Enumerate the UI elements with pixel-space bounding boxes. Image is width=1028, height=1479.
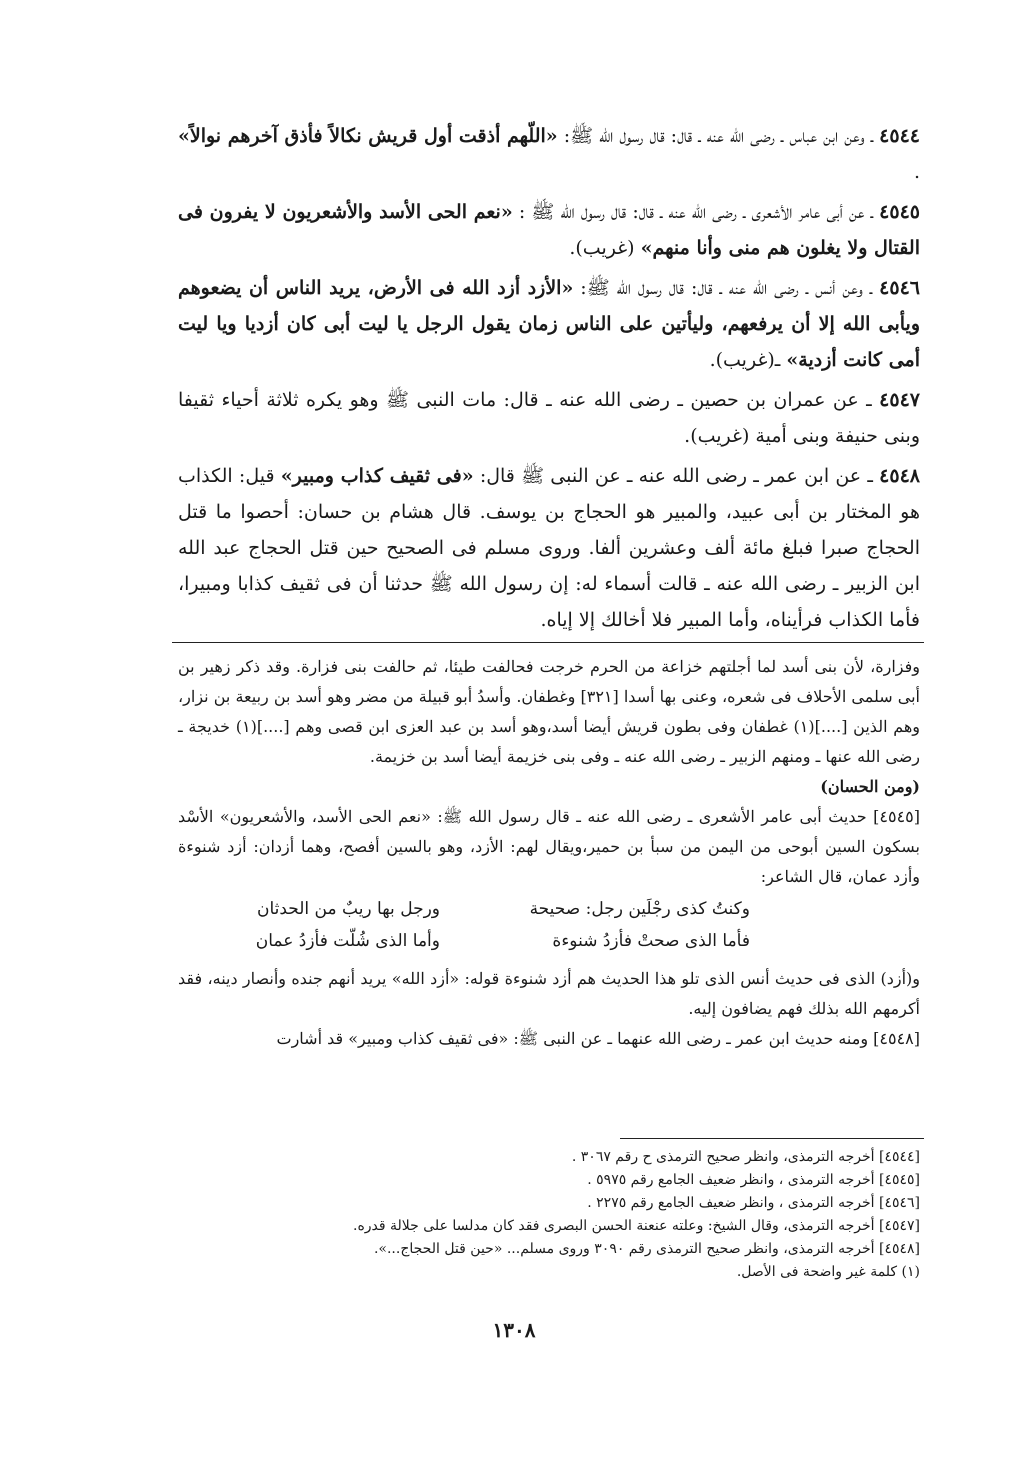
poem: [178, 894, 920, 958]
hadith-4546: ٤٥٤٦ ـ وعن أنس ـ رضى الله عنه ـ قال: قال رسول الله ﷺ: «الأزد أزد الله فى الأرض، يريد الناس أن يضعوهم ويأبى الله إلا أن يرفعهم، وليأتين على الناس زمان يقول الرجل يا ليت أبى كان أزديا ويا ليت أمى كانت أزدية» ـ(غريب).: [178, 277, 920, 371]
footnote: [٤٥٤٧] أخرجه الترمذى، وقال الشيخ: وعلته عنعنة الحسن البصرى فقد كان مدلسا على جلالة قدره.: [353, 1218, 920, 1234]
footnote: (١) كلمة غير واضحة فى الأصل.: [736, 1264, 920, 1280]
commentary-section: [178, 652, 920, 1054]
footnote: [٤٥٤٨] أخرجه الترمذى، وانظر صحيح الترمذى رقم ٣٠٩٠ وروى مسلم... «حين قتل الحجاج...».: [373, 1241, 920, 1257]
footnote: [٤٥٤٦] أخرجه الترمذى ، وانظر ضعيف الجامع رقم ٢٢٧٥ .: [587, 1195, 920, 1211]
hadith-4547: ٤٥٤٧ ـ عن عمران بن حصين ـ رضى الله عنه ـ قال: مات النبى ﷺ وهو يكره ثلاثة أحياء ثقيفا وبنى حنيفة وبنى أمية (غريب).: [178, 389, 920, 447]
footnotes: [178, 1146, 920, 1284]
commentary-paragraph: وفزارة، لأن بنى أسد لما أجلتهم خزاعة من الحرم خرجت فحالفت طيئا، ثم حالفت بنى فزارة. وقد ذكر زهير بن أبى سلمى الأحلاف فى شعره، وعنى بها أسدا [٣٢١] وغطفان. وأسدُ أبو قبيلة من مضر وهو أسد بن ربيعة بن نزار، وهم الذين [....](١) غطفان وفى بطون قريش أيضا أسد،وهو أسد بن عبد العزى ابن قصى وهم [....](١) خديجة ـ رضى الله عنها ـ ومنهم الزبير ـ رضى الله عنه ـ وفى بنى خزيمة أيضا أسد بن خزيمة.: [178, 657, 921, 766]
poem-hemistich: ورجل بها ريبٌ من الحدثان: [256, 899, 440, 919]
commentary-paragraph: [٤٥٤٨] ومنه حديث ابن عمر ـ رضى الله عنهما ـ عن النبى ﷺ: «فى ثقيف كذاب ومبير» قد أشارت: [276, 1029, 920, 1048]
commentary-paragraph: و(أزد) الذى فى حديث أنس الذى تلو هذا الحديث هم أزد شنوءة قوله: «أزد الله» يريد أنهم جنده وأنصار دينه، فقد أكرمهم الله بذلك فهم يضافون إليه.: [178, 969, 921, 1018]
poem-hemistich: وكنتُ كذى رجْلَين رجل: صحيحة: [529, 899, 750, 919]
poem-hemistich: فأما الذى صحتْ فأزدُ شنوءة: [552, 931, 750, 951]
footnote: [٤٥٤٥] أخرجه الترمذى ، وانظر ضعيف الجامع رقم ٥٩٧٥ .: [587, 1172, 920, 1188]
hadith-4545: ٤٥٤٥ ـ عن أبى عامر الأشعرى ـ رضى الله عنه ـ قال: قال رسول الله ﷺ : «نعم الحى الأسد والأشعريون لا يفرون فى القتال ولا يغلون هم منى وأنا منهم» (غريب).: [178, 201, 920, 259]
poem-verse: [178, 894, 920, 926]
hadith-4544: ٤٥٤٤ ـ وعن ابن عباس ـ رضى الله عنه ـ قال: قال رسول الله ﷺ: «اللّهم أذقت أول قريش نكالاً فأذق آخرهم نوالاً» .: [178, 125, 920, 183]
poem-verse: [178, 926, 920, 958]
footnote: [٤٥٤٤] أخرجه الترمذى، وانظر صحيح الترمذى ح رقم ٣٠٦٧ .: [571, 1149, 920, 1165]
section-divider: [172, 642, 924, 643]
hadith-section: [178, 118, 920, 642]
hadith-4548: ٤٥٤٨ ـ عن ابن عمر ـ رضى الله عنه ـ عن النبى ﷺ قال: «فى ثقيف كذاب ومبير» قيل: الكذاب هو المختار بن أبى عبيد، والمبير هو الحجاج بن يوسف. قال هشام بن حسان: أحصوا ما قتل الحجاج صبرا فبلغ مائة ألف وعشرين ألفا. وروى مسلم فى الصحيح حين قتل الحجاج عبد الله ابن الزبير ـ رضى الله عنه ـ قالت أسماء له: إن رسول الله ﷺ حدثنا أن فى ثقيف كذابا ومبيرا، فأما الكذاب فرأيناه، وأما المبير فلا أخالك إلا إياه.: [178, 465, 920, 631]
commentary-heading: (ومن الحسان): [820, 777, 920, 796]
footnote-divider: [620, 1138, 924, 1139]
commentary-paragraph: [٤٥٤٥] حديث أبى عامر الأشعرى ـ رضى الله عنه ـ قال رسول الله ﷺ: «نعم الحى الأسد، والأشعريون» الأسْد بسكون السين أبوحى من اليمن من سبأ بن حمير،ويقال لهم: الأزد، وهو بالسين أفصح، وهما أزدان: أزد شنوءة وأزد عمان، قال الشاعر:: [178, 807, 920, 886]
poem-hemistich: وأما الذى شُلّت فأزدُ عمان: [255, 931, 440, 951]
page-number: ١٣٠٨: [492, 1318, 536, 1342]
